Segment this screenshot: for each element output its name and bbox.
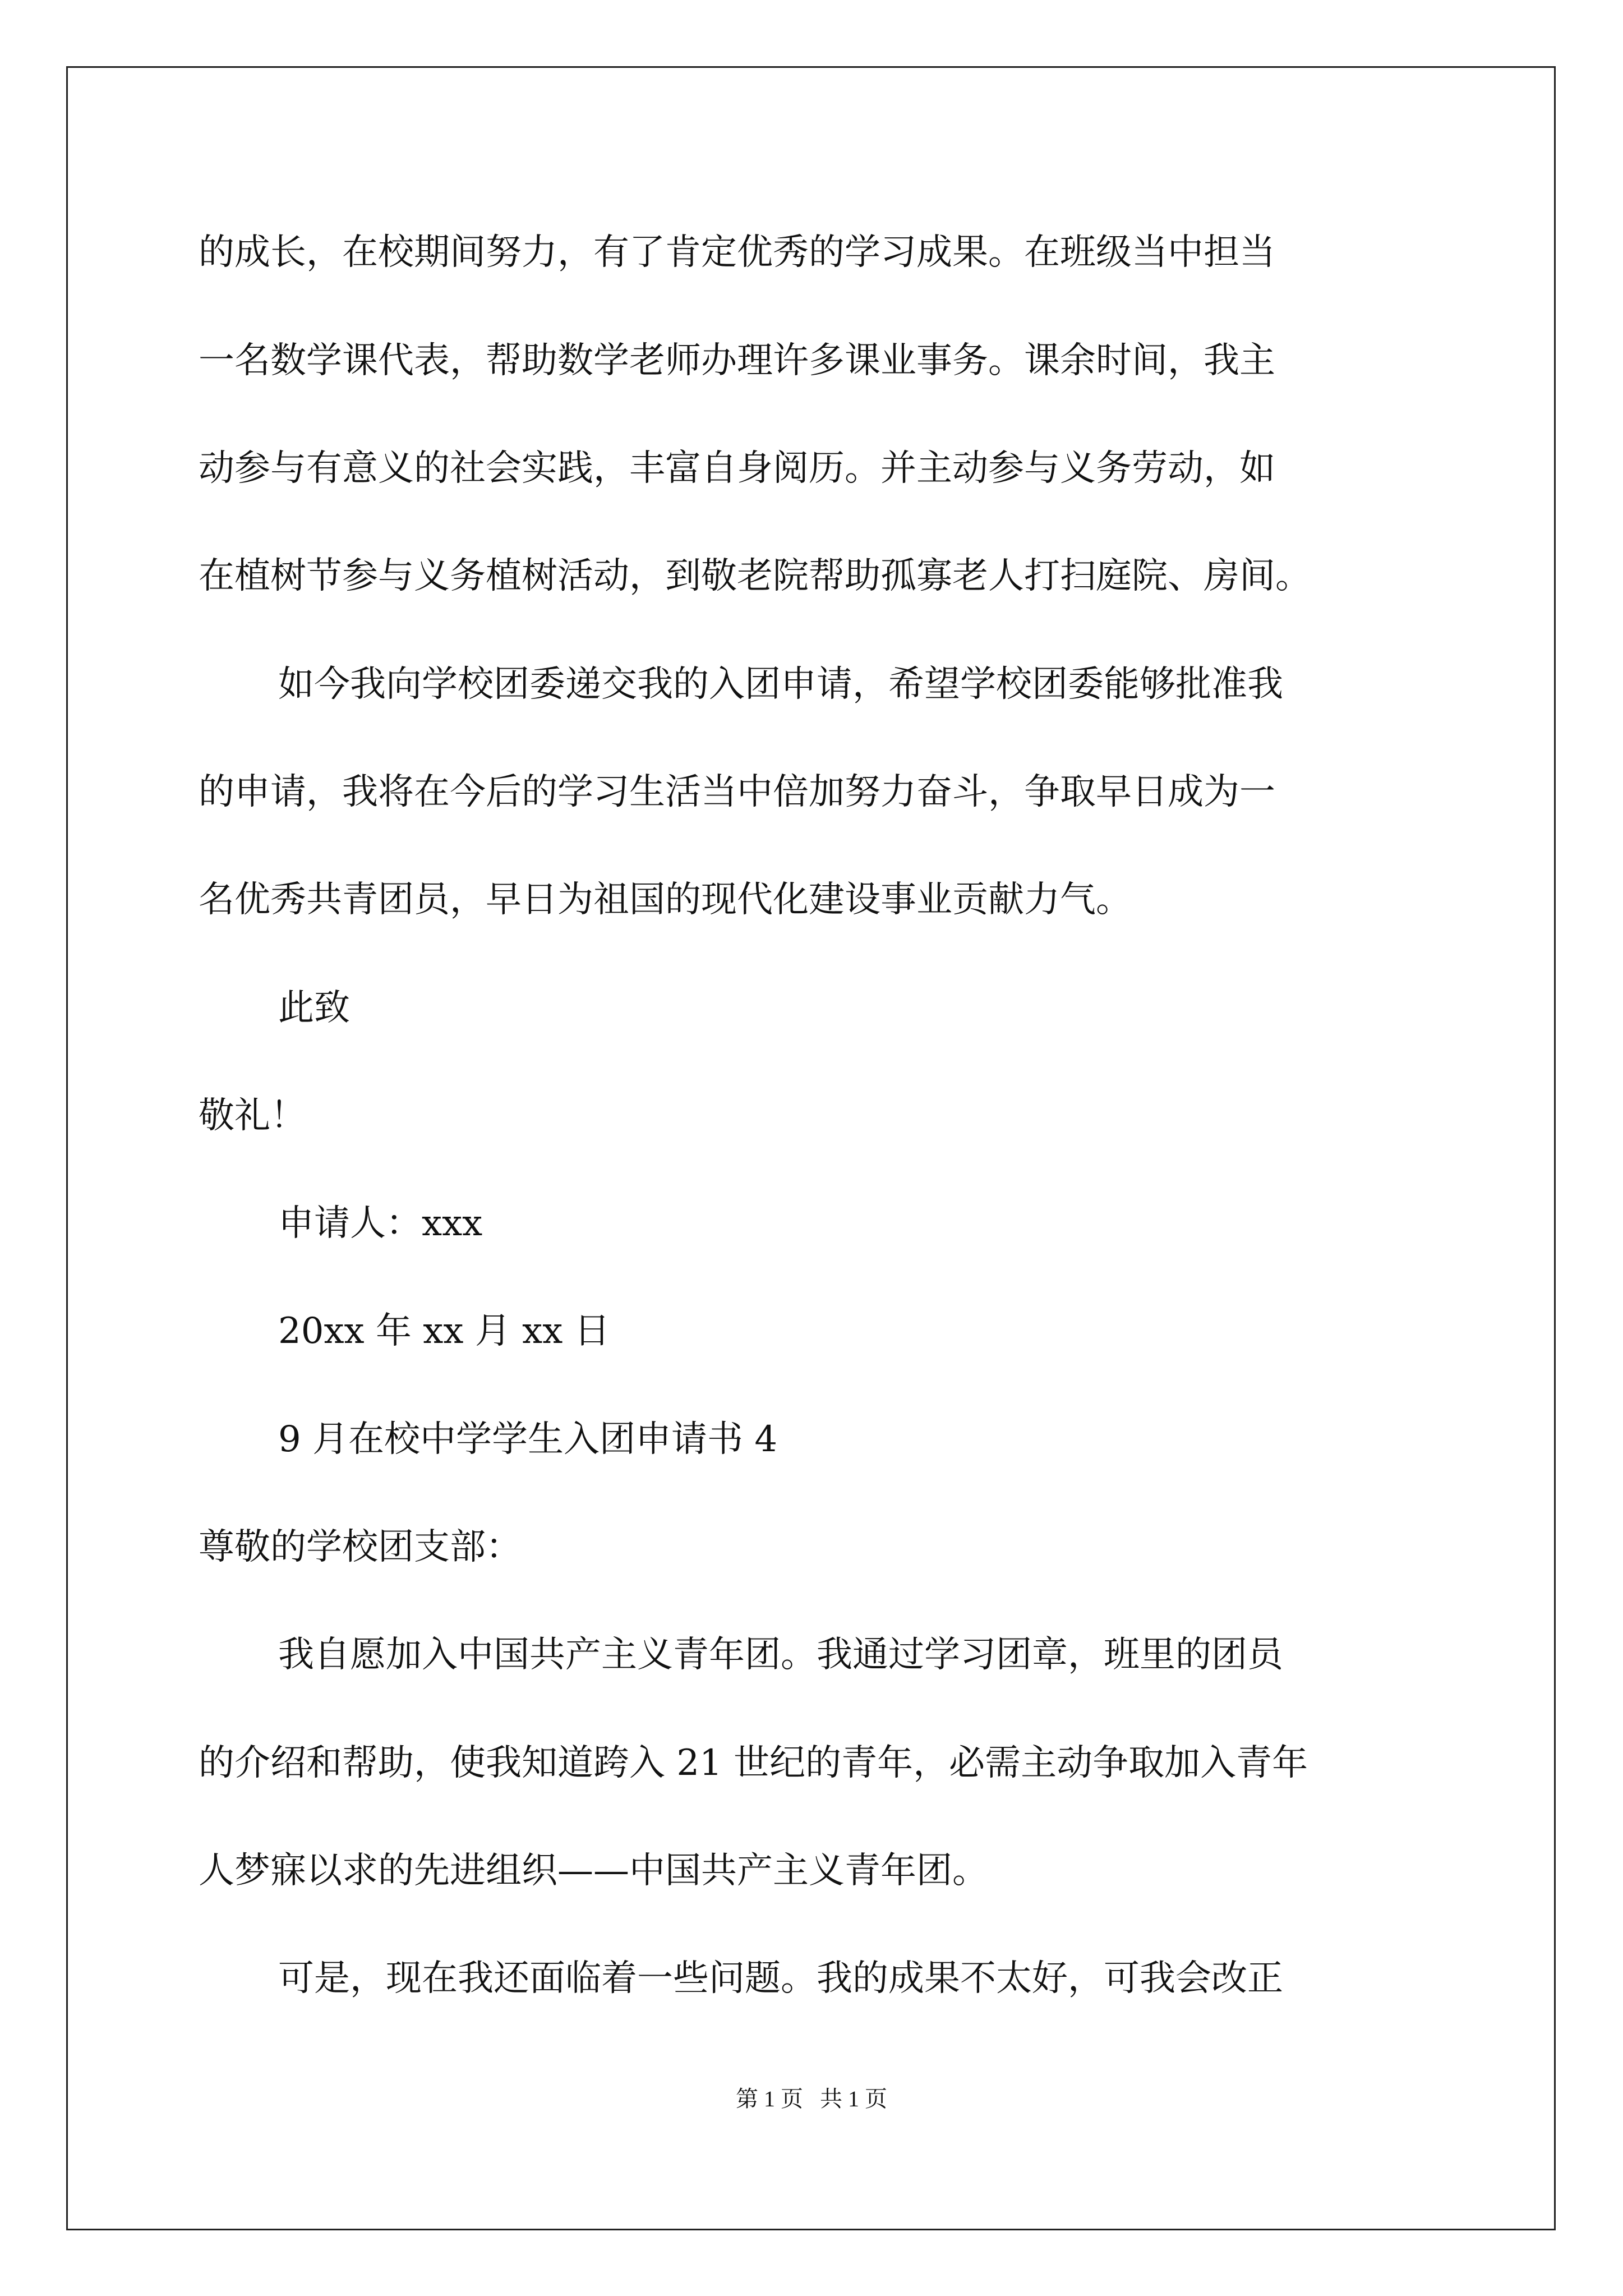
body-line: 的成长，在校期间努力，有了肯定优秀的学习成果。在班级当中担当 — [199, 232, 1275, 273]
date-line: 20xx 年 xx 月 xx 日 — [278, 1310, 610, 1352]
body-line: 如今我向学校团委递交我的入团申请，希望学校团委能够批准我 — [278, 664, 1283, 705]
applicant-signature: 申请人：xxx — [278, 1203, 483, 1244]
body-line: 我自愿加入中国共产主义青年团。我通过学习团章，班里的团员 — [278, 1634, 1283, 1676]
body-line: 的介绍和帮助，使我知道跨入 21 世纪的青年，必需主动争取加入青年 — [199, 1742, 1308, 1784]
section-title: 9 月在校中学学生入团申请书 4 — [278, 1419, 778, 1460]
body-line: 的申请，我将在今后的学习生活当中倍加努力奋斗，争取早日成为一 — [199, 771, 1275, 813]
closing-salutation: 此致 — [278, 987, 350, 1029]
closing-regards: 敬礼！ — [199, 1095, 306, 1137]
body-line: 一名数学课代表，帮助数学老师办理许多课业事务。课余时间，我主 — [199, 340, 1275, 381]
page-total: 共 1 页 — [820, 2086, 887, 2111]
page-number: 第 1 页 — [736, 2086, 803, 2111]
body-line: 名优秀共青团员，早日为祖国的现代化建设事业贡献力气。 — [199, 879, 1132, 921]
body-line: 动参与有意义的社会实践，丰富自身阅历。并主动参与义务劳动，如 — [199, 448, 1275, 489]
page-border — [66, 66, 1556, 2230]
greeting: 尊敬的学校团支部： — [199, 1526, 522, 1568]
body-line: 可是，现在我还面临着一些问题。我的成果不太好，可我会改正 — [278, 1958, 1283, 1999]
page-footer — [0, 2082, 1623, 2116]
body-line: 人梦寐以求的先进组织——中国共产主义青年团。 — [199, 1850, 988, 1892]
body-line: 在植树节参与义务植树活动，到敬老院帮助孤寡老人打扫庭院、房间。 — [199, 555, 1311, 597]
